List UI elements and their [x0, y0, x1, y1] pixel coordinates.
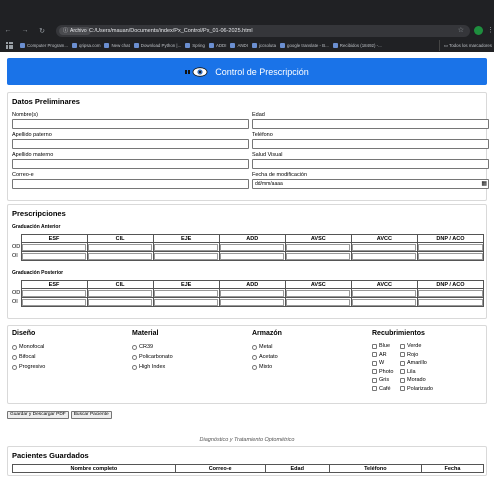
- option-label: W: [379, 360, 385, 367]
- nombre-input[interactable]: [12, 119, 249, 129]
- row-label-oi: OI: [12, 299, 18, 305]
- file-scheme-label: Archivo: [70, 28, 87, 34]
- back-arrow-icon[interactable]: ←: [4, 27, 12, 34]
- search-patient-button[interactable]: Buscar Paciente: [71, 411, 112, 419]
- checkbox[interactable]: [400, 378, 405, 383]
- action-buttons: [7, 411, 112, 419]
- bookmark-favicon-icon: [134, 43, 139, 48]
- apellido-paterno-label: Apellido paterno: [12, 132, 52, 138]
- column-header-dnp-aco: DNP / ACO: [417, 235, 483, 243]
- folder-icon: ▭: [443, 43, 448, 48]
- option-label: Metal: [259, 344, 273, 350]
- bookmark-item[interactable]: [280, 43, 329, 48]
- preliminary-data-section: [7, 92, 487, 201]
- option-label: Monofocal: [19, 344, 45, 350]
- recubrimiento-option-w[interactable]: [372, 359, 400, 368]
- cell: [21, 243, 87, 252]
- edad-input[interactable]: [252, 119, 489, 129]
- cell: [87, 289, 153, 298]
- checkbox[interactable]: [372, 344, 377, 349]
- bookmark-label: ANDI: [237, 43, 248, 48]
- checkbox[interactable]: [400, 352, 405, 357]
- section-title: Pacientes Guardados: [12, 451, 89, 460]
- bookmark-item[interactable]: [185, 43, 205, 48]
- eye-logo-icon: [185, 67, 209, 77]
- salud-visual-input[interactable]: [252, 159, 489, 169]
- cell: [153, 252, 219, 261]
- option-label: Blue: [379, 343, 391, 350]
- column-header-avcc: AVCC: [351, 281, 417, 289]
- column-header-eje: EJE: [153, 235, 219, 243]
- radio-button[interactable]: [252, 365, 257, 370]
- column-header-dnp-aco: DNP / ACO: [417, 281, 483, 289]
- recubrimiento-option-polarizado[interactable]: [400, 385, 440, 394]
- material-option-high-index[interactable]: [132, 362, 252, 372]
- radio-button[interactable]: [252, 355, 257, 360]
- calendar-icon[interactable]: ▦: [481, 181, 487, 187]
- cell: [351, 289, 417, 298]
- table-row: [12, 252, 484, 261]
- cell: [417, 298, 483, 307]
- column-header-avcc: AVCC: [351, 235, 417, 243]
- radio-button[interactable]: [12, 345, 17, 350]
- corner-cell: [12, 235, 21, 243]
- cell: [153, 298, 219, 307]
- od-avsc-input[interactable]: [286, 290, 350, 297]
- cell: [351, 252, 417, 261]
- option-label: Policarbonato: [139, 354, 173, 360]
- cell: [87, 243, 153, 252]
- bookmark-item[interactable]: [72, 43, 100, 48]
- option-label: Polarizado: [407, 385, 433, 392]
- bookmark-label: Spring: [192, 43, 205, 48]
- option-label: Acetato: [259, 354, 278, 360]
- bookmark-item[interactable]: [209, 43, 227, 48]
- option-label: Photo: [379, 368, 394, 375]
- option-label: High Index: [139, 364, 166, 370]
- radio-button[interactable]: [132, 365, 137, 370]
- prescriptions-section: [7, 204, 487, 319]
- oi-avsc-input[interactable]: [286, 299, 350, 306]
- cell: [153, 289, 219, 298]
- oi-avcc-input[interactable]: [352, 299, 416, 306]
- checkbox[interactable]: [372, 369, 377, 374]
- cell: [417, 252, 483, 261]
- column-header-fecha: Fecha: [421, 465, 483, 473]
- bookmark-item[interactable]: [230, 43, 248, 48]
- option-label: Progresivo: [19, 364, 46, 370]
- cell: [219, 289, 285, 298]
- diseno-option-monofocal[interactable]: [12, 342, 132, 352]
- cell: [87, 252, 153, 261]
- correo-label: Correo-e: [12, 172, 34, 178]
- corner-cell: [12, 281, 21, 289]
- graduacion-anterior-table: [12, 234, 484, 261]
- apellido-materno-input[interactable]: [12, 159, 249, 169]
- material-option-cr39[interactable]: [132, 342, 252, 352]
- correo-input[interactable]: [12, 179, 249, 189]
- cell: [21, 298, 87, 307]
- option-label: CR39: [139, 344, 154, 350]
- checkbox[interactable]: [400, 369, 405, 374]
- table-row: [12, 243, 484, 252]
- bookmark-item[interactable]: [104, 43, 129, 48]
- cell: [417, 289, 483, 298]
- cell: [417, 243, 483, 252]
- bookmark-label: Computer Program...: [27, 43, 68, 48]
- recubrimiento-option-blue[interactable]: [372, 342, 400, 351]
- section-title: Datos Preliminares: [12, 97, 80, 106]
- material-group: [132, 330, 252, 393]
- checkbox[interactable]: [372, 352, 377, 357]
- bookmarks-bar: [0, 40, 494, 51]
- column-header-telefono: Teléfono: [329, 465, 421, 473]
- oi-add-input[interactable]: [220, 253, 284, 260]
- cell: [285, 252, 351, 261]
- nombre-label: Nombre(s): [12, 112, 38, 118]
- graduacion-anterior-label: Graduación Anterior: [12, 224, 61, 230]
- radio-button[interactable]: [252, 345, 257, 350]
- option-label: Rojo: [407, 351, 419, 358]
- diseno-option-bifocal[interactable]: [12, 352, 132, 362]
- bookmark-label: ADDI: [215, 43, 227, 48]
- checkbox[interactable]: [372, 361, 377, 366]
- material-title: Material: [132, 330, 159, 337]
- recubrimiento-option-rojo[interactable]: [400, 351, 440, 360]
- saved-patients-table: [12, 464, 484, 473]
- info-icon: ⓘ: [63, 28, 69, 34]
- options-section: [7, 325, 487, 404]
- od-cil-input[interactable]: [88, 244, 152, 251]
- address-bar[interactable]: [56, 25, 470, 37]
- cell: [351, 298, 417, 307]
- od-dnp-aco-input[interactable]: [418, 290, 482, 297]
- fecha-label: Fecha de modificación: [252, 172, 308, 178]
- recubrimiento-option-verde[interactable]: [400, 342, 440, 351]
- armazon-title: Armazón: [252, 330, 282, 337]
- forward-arrow-icon[interactable]: →: [21, 27, 29, 34]
- material-option-policarbonato[interactable]: [132, 352, 252, 362]
- bookmark-label: Download Python |...: [140, 43, 182, 48]
- bookmark-favicon-icon: [280, 43, 285, 48]
- cell: [219, 243, 285, 252]
- od-esf-input[interactable]: [22, 244, 86, 251]
- file-scheme-chip[interactable]: [59, 27, 91, 35]
- bookmark-star-icon[interactable]: ☆: [457, 27, 464, 34]
- graduacion-posterior-table: [12, 280, 484, 307]
- recubrimiento-option-ar[interactable]: [372, 351, 400, 360]
- save-download-pdf-button[interactable]: Guardar y Descargar PDF: [7, 411, 69, 419]
- column-header-avsc: AVSC: [285, 281, 351, 289]
- bookmark-favicon-icon: [185, 43, 190, 48]
- apellido-materno-label: Apellido materno: [12, 152, 54, 158]
- od-dnp-aco-input[interactable]: [418, 244, 482, 251]
- od-eje-input[interactable]: [154, 290, 218, 297]
- armazon-option-acetato[interactable]: [252, 352, 372, 362]
- od-add-input[interactable]: [220, 290, 284, 297]
- bookmark-label: New chat: [111, 43, 130, 48]
- bookmark-favicon-icon: [209, 43, 214, 48]
- diseno-option-progresivo[interactable]: [12, 362, 132, 372]
- column-header-nombre-completo: Nombre completo: [13, 465, 176, 473]
- nav-buttons: [4, 27, 63, 35]
- cell: [219, 252, 285, 261]
- oi-eje-input[interactable]: [154, 299, 218, 306]
- cell: [285, 243, 351, 252]
- header-banner: [7, 58, 487, 85]
- armazon-option-mixto[interactable]: [252, 362, 372, 372]
- bookmark-item[interactable]: [134, 43, 181, 48]
- column-header-correo-e: Correo-e: [175, 465, 265, 473]
- oi-cil-input[interactable]: [88, 253, 152, 260]
- browser-menu-icon[interactable]: ⋮: [487, 27, 494, 34]
- option-label: Café: [379, 385, 391, 392]
- cell: [351, 243, 417, 252]
- radio-button[interactable]: [12, 355, 17, 360]
- bookmark-item[interactable]: [20, 43, 68, 48]
- saved-patients-section: [7, 446, 487, 476]
- bookmark-label: jccsoluta: [258, 43, 277, 48]
- recubrimiento-option-photo[interactable]: [372, 368, 400, 377]
- column-header-avsc: AVSC: [285, 235, 351, 243]
- diseno-title: Diseño: [12, 330, 36, 337]
- od-eje-input[interactable]: [154, 244, 218, 251]
- row-label-od: OD: [12, 290, 21, 296]
- option-label: Gris: [379, 377, 390, 384]
- od-avcc-input[interactable]: [352, 290, 416, 297]
- od-avcc-input[interactable]: [352, 244, 416, 251]
- bookmark-label: google translate - B...: [287, 43, 329, 48]
- column-header-eje: EJE: [153, 281, 219, 289]
- bookmark-favicon-icon: [230, 43, 235, 48]
- bookmark-favicon-icon: [72, 43, 77, 48]
- oi-esf-input[interactable]: [22, 253, 86, 260]
- cell: [285, 289, 351, 298]
- page: [7, 58, 487, 472]
- cell: [153, 243, 219, 252]
- cell: [219, 298, 285, 307]
- checkbox[interactable]: [372, 386, 377, 391]
- od-cil-input[interactable]: [88, 290, 152, 297]
- row-label-od: OD: [12, 244, 21, 250]
- page-title: Control de Prescripción: [215, 66, 309, 77]
- oi-eje-input[interactable]: [154, 253, 218, 260]
- oi-dnp-aco-input[interactable]: [418, 253, 482, 260]
- telefono-input[interactable]: [252, 139, 489, 149]
- recubrimiento-option-cafe[interactable]: [372, 385, 400, 394]
- option-label: Morado: [407, 377, 426, 384]
- profile-avatar[interactable]: [474, 26, 483, 35]
- section-title: Prescripciones: [12, 209, 66, 218]
- column-header-cil: CIL: [87, 281, 153, 289]
- url-text[interactable]: C:/Users/mauan/Documents/index/Px_Control/Px_01-06-2025.html: [89, 28, 253, 34]
- oi-dnp-aco-input[interactable]: [418, 299, 482, 306]
- checkbox[interactable]: [372, 378, 377, 383]
- column-header-add: ADD: [219, 235, 285, 243]
- checkbox[interactable]: [400, 386, 405, 391]
- option-label: AR: [379, 351, 387, 358]
- radio-button[interactable]: [132, 355, 137, 360]
- recubrimiento-option-lila[interactable]: [400, 368, 440, 377]
- option-label: Mixto: [259, 364, 273, 370]
- column-header-add: ADD: [219, 281, 285, 289]
- checkbox[interactable]: [400, 361, 405, 366]
- bookmark-item[interactable]: [333, 43, 382, 48]
- recubrimientos-group: [372, 330, 492, 393]
- table-row: [12, 289, 484, 298]
- bookmark-favicon-icon: [20, 43, 25, 48]
- option-label: Amarillo: [407, 360, 427, 367]
- bookmark-favicon-icon: [252, 43, 257, 48]
- all-bookmarks[interactable]: ▭ Todos los marcadores: [439, 40, 492, 51]
- reload-icon[interactable]: ↻: [39, 28, 45, 35]
- radio-button[interactable]: [12, 365, 17, 370]
- cell: [21, 252, 87, 261]
- od-esf-input[interactable]: [22, 290, 86, 297]
- oi-cil-input[interactable]: [88, 299, 152, 306]
- bookmark-favicon-icon: [333, 43, 338, 48]
- radio-button[interactable]: [132, 345, 137, 350]
- bookmark-item[interactable]: [252, 43, 276, 48]
- diseno-group: [12, 330, 132, 393]
- bookmark-label: qripsa.com: [79, 43, 101, 48]
- option-label: Bifocal: [19, 354, 36, 360]
- apellido-paterno-input[interactable]: [12, 139, 249, 149]
- recubrimientos-title: Recubrimientos: [372, 330, 425, 337]
- cell: [21, 289, 87, 298]
- bookmark-favicon-icon: [104, 43, 109, 48]
- cell: [87, 298, 153, 307]
- oi-add-input[interactable]: [220, 299, 284, 306]
- column-header-edad: Edad: [265, 465, 329, 473]
- bookmark-label: Recibidos (18492) -...: [339, 43, 382, 48]
- graduacion-posterior-label: Graduación Posterior: [12, 270, 64, 276]
- edad-label: Edad: [252, 112, 265, 118]
- telefono-label: Teléfono: [252, 132, 273, 138]
- armazon-group: [252, 330, 372, 393]
- column-header-esf: ESF: [21, 281, 87, 289]
- row-label-oi: OI: [12, 253, 18, 259]
- column-header-esf: ESF: [21, 235, 87, 243]
- option-label: Verde: [407, 343, 422, 350]
- checkbox[interactable]: [400, 344, 405, 349]
- recubrimiento-option-morado[interactable]: [400, 376, 440, 385]
- recubrimiento-option-gris[interactable]: [372, 376, 400, 385]
- fecha-input[interactable]: [252, 179, 489, 189]
- oi-esf-input[interactable]: [22, 299, 86, 306]
- recubrimiento-option-amarillo[interactable]: [400, 359, 440, 368]
- armazon-option-metal[interactable]: [252, 342, 372, 352]
- cell: [285, 298, 351, 307]
- footer-note: Diagnóstico y Tratamiento Optométrico: [199, 437, 295, 443]
- oi-avcc-input[interactable]: [352, 253, 416, 260]
- column-header-cil: CIL: [87, 235, 153, 243]
- od-add-input[interactable]: [220, 244, 284, 251]
- oi-avsc-input[interactable]: [286, 253, 350, 260]
- option-label: Lila: [407, 368, 416, 375]
- table-row: [12, 298, 484, 307]
- salud-visual-label: Salud Visual: [252, 152, 283, 158]
- od-avsc-input[interactable]: [286, 244, 350, 251]
